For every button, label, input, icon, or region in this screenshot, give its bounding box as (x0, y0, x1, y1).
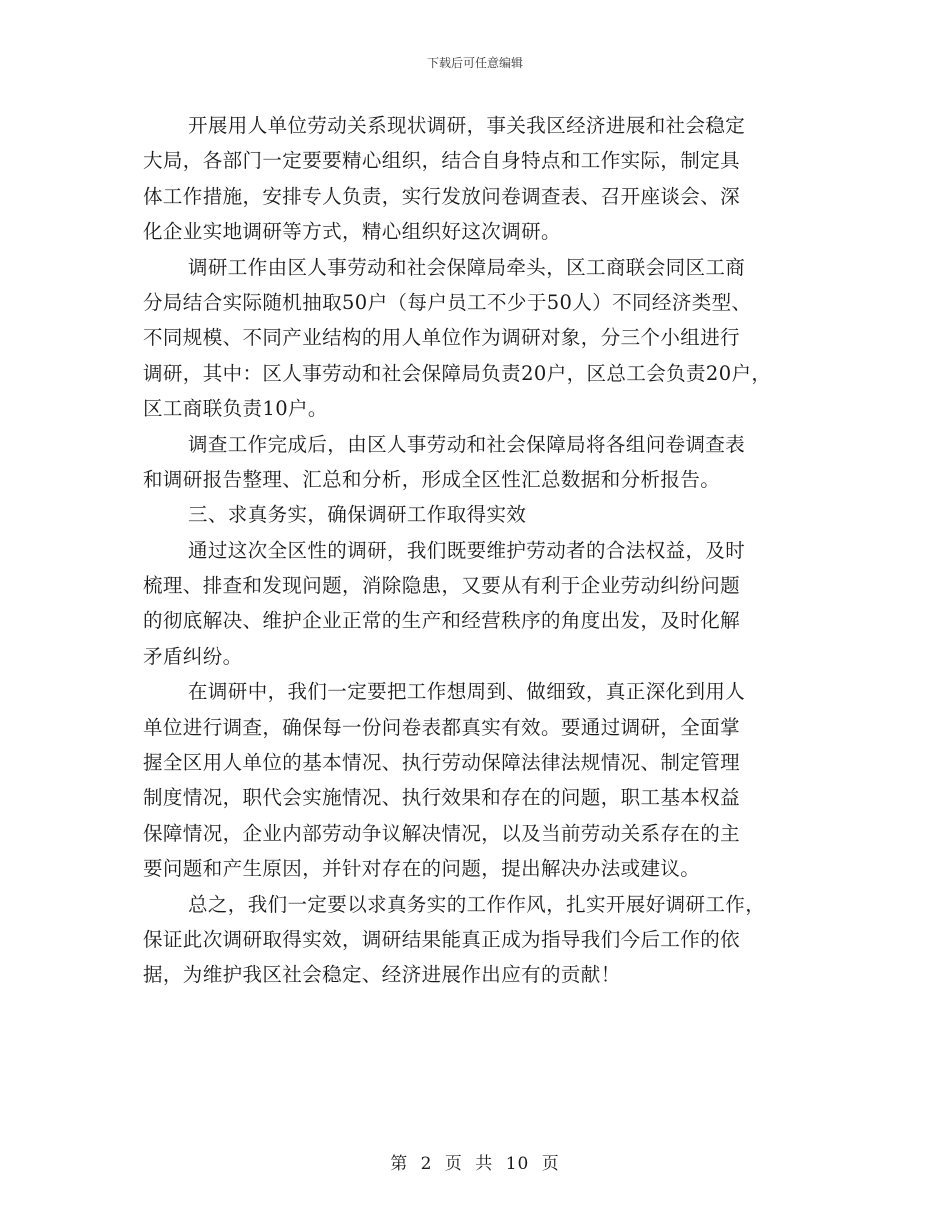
text-line: 开展用人单位劳动关系现状调研，事关我区经济进展和社会稳定 (188, 114, 746, 137)
text-line: 总之，我们一定要以求真务实的工作作风，扎实开展好调研工作， (188, 892, 766, 916)
text-line: 单位进行调查，确保每一份问卷表都真实有效。要通过调研，全面掌 (143, 715, 741, 739)
text-line: 要问题和产生原因，并针对存在的问题，提出解决办法或建议。 (143, 857, 701, 881)
body-text (143, 108, 807, 993)
text-line: 三、求真务实，确保调研工作取得实效 (188, 503, 527, 527)
text-line: 通过这次全区性的调研，我们既要维护劳动者的合法权益，及时 (188, 538, 746, 562)
text-line: 握全区用人单位的基本情况、执行劳动保障法律法规情况、制定管理 (143, 751, 741, 775)
page-footer: 第 2 页 共 10 页 (390, 1154, 560, 1174)
text-line: 体工作措施，安排专人负责，实行发放问卷调查表、召开座谈会、深 (143, 184, 741, 208)
text-line: 调研，其中：区人事劳动和社会保障局负责20户，区总工会负责20户， (143, 361, 772, 385)
text-line: 据，为维护我区社会稳定、经济进展作出应有的贡献！ (143, 963, 621, 987)
text-line: 在调研中，我们一定要把工作想周到、做细致，真正深化到用人 (188, 680, 746, 704)
text-line: 调研工作由区人事劳动和社会保障局牵头，区工商联会同区工商 (188, 255, 746, 279)
text-line: 和调研报告整理、汇总和分析，形成全区性汇总数据和分析报告。 (143, 467, 721, 491)
text-line: 的彻底解决、维护企业正常的生产和经营秩序的角度出发，及时化解 (143, 609, 741, 633)
page-header: 下载后可任意编辑 (426, 56, 523, 70)
text-line: 梳理、排查和发现问题，消除隐患，又要从有利于企业劳动纠纷问题 (143, 574, 741, 598)
text-line: 大局，各部门一定要要精心组织，结合自身特点和工作实际，制定具 (143, 149, 741, 173)
text-line: 制度情况，职代会实施情况、执行效果和存在的问题，职工基本权益 (143, 786, 741, 810)
text-line: 保障情况，企业内部劳动争议解决情况，以及当前劳动关系存在的主 (143, 821, 741, 845)
text-line: 不同规模、不同产业结构的用人单位作为调研对象，分三个小组进行 (143, 326, 741, 350)
text-line: 分局结合实际随机抽取50户（每户员工不少于50人）不同经济类型、 (143, 290, 752, 314)
text-line: 区工商联负责10户。 (143, 397, 328, 421)
text-line: 矛盾纠纷。 (143, 644, 243, 668)
text-line: 化企业实地调研等方式，精心组织好这次调研。 (143, 220, 561, 244)
text-line: 保证此次调研取得实效，调研结果能真正成为指导我们今后工作的依 (143, 927, 741, 951)
text-line: 调查工作完成后，由区人事劳动和社会保障局将各组问卷调查表 (188, 432, 746, 456)
